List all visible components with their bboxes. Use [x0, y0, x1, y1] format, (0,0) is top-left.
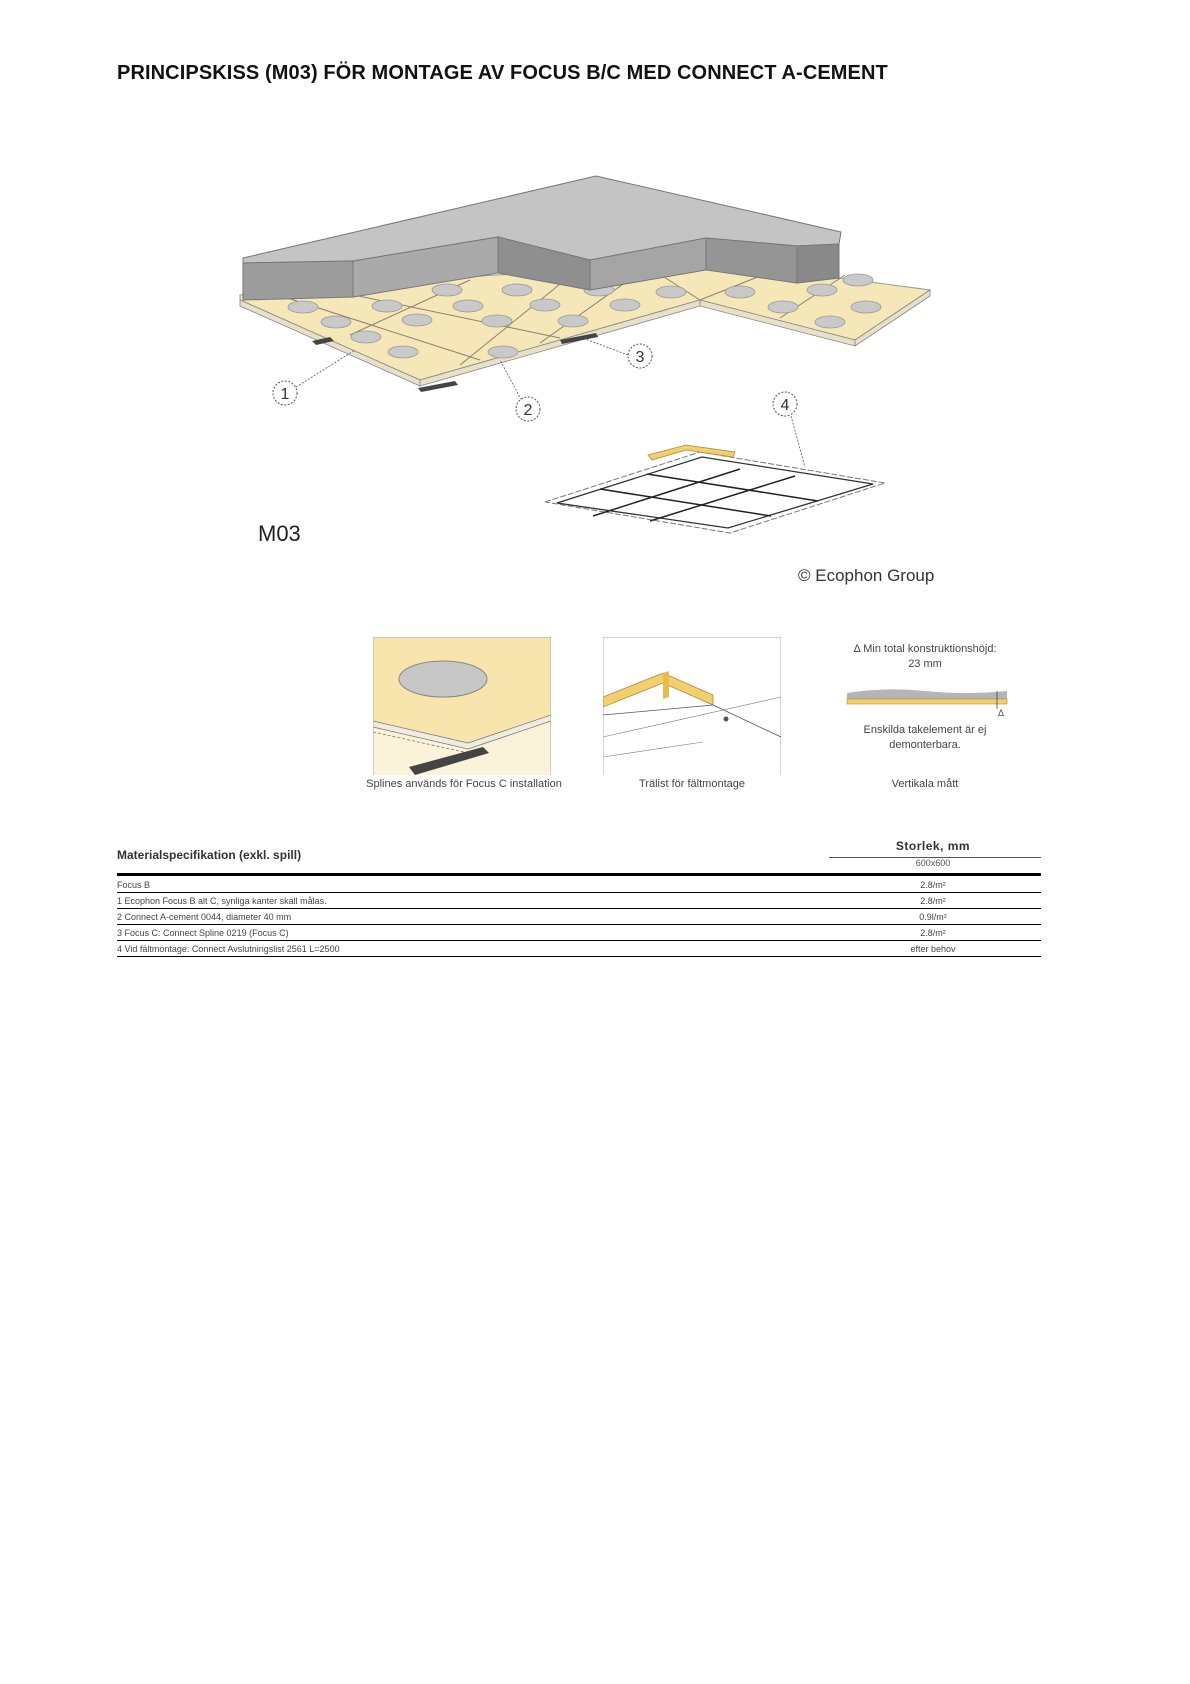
wood-strip-caption: Trälist för fältmontage [639, 778, 745, 790]
min-height-label: Δ Min total konstruktionshöjd: [853, 643, 997, 655]
wood-strip-detail [603, 637, 781, 775]
min-height-value: 23 mm [908, 658, 942, 670]
callout-3-label: 3 [635, 349, 645, 366]
glue-dot [399, 661, 487, 697]
callout-2-label: 2 [523, 402, 533, 419]
delta-symbol: Δ [997, 708, 1004, 718]
row-item: 4 Vid fältmontage: Connect Avslutningslist 2561 L=2500 [117, 943, 340, 954]
splines-detail [373, 637, 551, 775]
splines-caption: Splines används för Focus C installation [366, 778, 562, 790]
callout-4-label: 4 [780, 397, 790, 414]
spec-size-header: Storlek, mm [895, 839, 971, 853]
table-top-rule [117, 873, 1041, 876]
principle-drawing [0, 0, 1190, 600]
row-value: 0.9l/m² [919, 911, 947, 922]
row-value: efter behov [910, 943, 956, 954]
row-item: 2 Connect A-cement 0044, diameter 40 mm [117, 911, 292, 922]
copyright-notice: © Ecophon Group [798, 566, 935, 585]
row-value: 2.8/m² [920, 895, 946, 906]
table-row [117, 893, 1041, 909]
table-row [117, 877, 1041, 893]
table-row [117, 941, 1041, 957]
row-value: 2.8/m² [920, 927, 946, 938]
callout-1-label: 1 [280, 386, 290, 403]
vertical-section [845, 683, 1010, 719]
spec-header-label: Materialspecifikation (exkl. spill) [117, 848, 302, 862]
concrete-slab-front [797, 244, 839, 283]
note-line2: demonterbara. [889, 739, 961, 751]
spec-rows [117, 877, 1041, 957]
row-item: Focus B [117, 879, 151, 890]
row-item: 3 Focus C: Connect Spline 0219 (Focus C) [117, 927, 289, 938]
table-row [117, 925, 1041, 941]
note-line1: Enskilda takelement är ej [863, 724, 987, 736]
drawing-code: M03 [258, 521, 301, 546]
spec-size-dim: 600x600 [915, 858, 951, 868]
table-row [117, 909, 1041, 925]
page-title: PRINCIPSKISS (M03) FÖR MONTAGE AV FOCUS B/C MED CONNECT A-CEMENT [117, 62, 888, 84]
vertical-caption: Vertikala mått [891, 778, 959, 790]
row-value: 2.8/m² [920, 879, 946, 890]
field-frame [545, 445, 885, 533]
row-item: 1 Ecophon Focus B alt C, synliga kanter skall målas. [117, 895, 327, 906]
concrete-slab-front [243, 261, 353, 300]
